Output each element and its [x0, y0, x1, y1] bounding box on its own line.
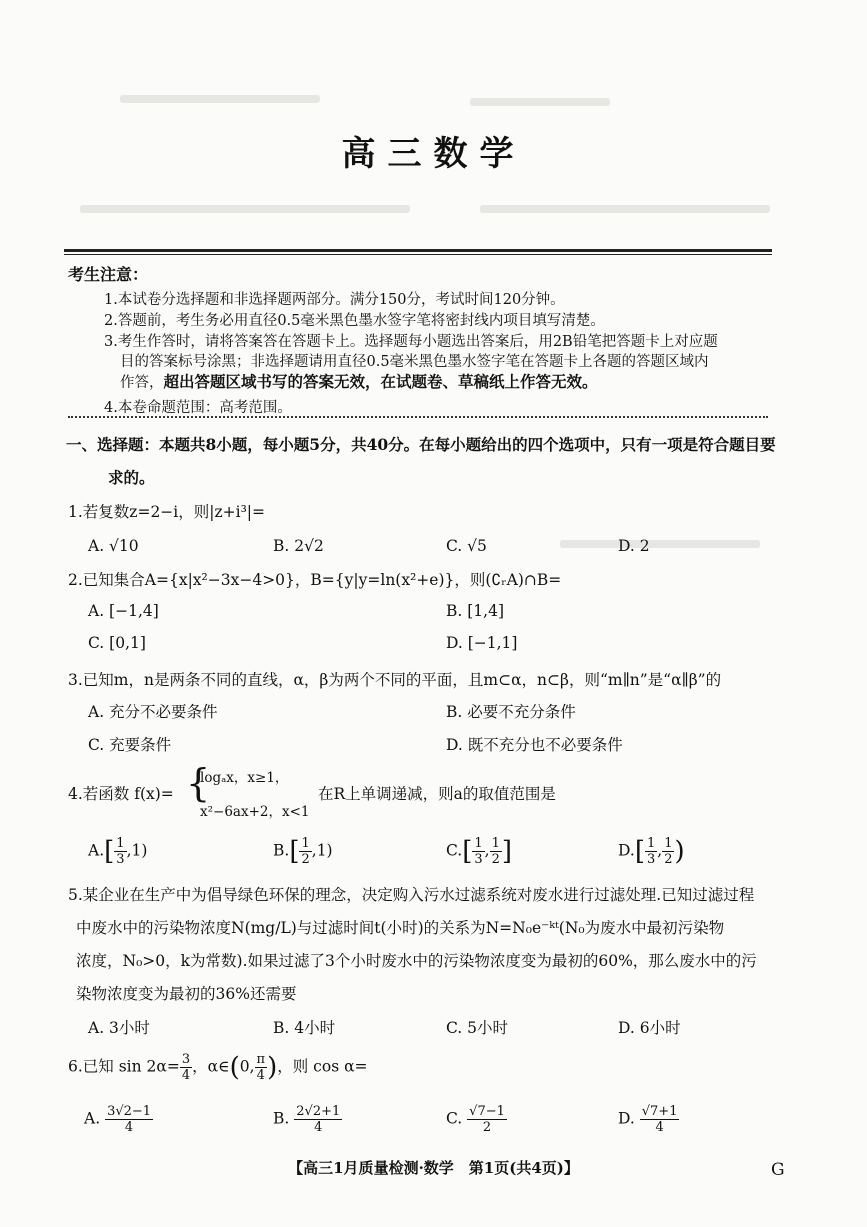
option-d-denominator: 4 — [655, 1120, 664, 1135]
notice-warning: 超出答题区域书写的答案无效，在试题卷、草稿纸上作答无效。 — [163, 373, 598, 391]
question-4-case-1: logₐx，x≥1， — [200, 770, 289, 786]
option-d-numerator: √7+1 — [641, 1104, 678, 1119]
question-6-stem-a: 6.已知 sin 2α= — [68, 1057, 180, 1076]
question-2-option-d: D. [−1,1] — [446, 634, 518, 652]
option-a-numerator: 3√2−1 — [107, 1104, 152, 1119]
question-5-option-b: B. 4小时 — [273, 1019, 336, 1037]
question-4-option-b: B.[ $\frac{1}{2}$ ,1) — [273, 836, 333, 867]
question-4-option-d: D.[ $\frac{1}{3}$ , $\frac{1}{2}$ ) — [618, 836, 685, 867]
option-c-denominator: 2 — [482, 1120, 492, 1135]
question-3-option-a: A. 充分不必要条件 — [88, 703, 218, 721]
question-5-line-4: 染物浓度变为最初的36%还需要 — [76, 985, 297, 1003]
question-3-option-c: C. 充要条件 — [88, 736, 172, 754]
option-d-denominator-2: 2 — [664, 852, 673, 867]
option-d-denominator-1: 3 — [646, 852, 656, 867]
option-b-denominator: 4 — [314, 1120, 323, 1135]
option-d-label: D. — [618, 841, 635, 860]
option-c-numerator-1: 1 — [474, 836, 483, 851]
notice-answer-label: 作答， — [120, 375, 164, 391]
option-c-label: C. — [446, 841, 463, 860]
notice-item-3-end — [120, 370, 598, 392]
option-c-numerator-2: 1 — [491, 836, 500, 851]
question-2-option-b: B. [1,4] — [446, 602, 504, 620]
option-a-tail: ,1) — [126, 841, 148, 860]
notice-item-1: 1.本试卷分选择题和非选择题两部分。满分150分，考试时间120分钟。 — [104, 292, 565, 308]
option-b-numerator: 2√2+1 — [296, 1104, 341, 1119]
notice-item-4: 4.本卷命题范围：高考范围。 — [104, 400, 292, 416]
option-a-label: A. — [84, 1109, 101, 1128]
option-a-numerator: 1 — [116, 836, 125, 851]
dotted-divider — [68, 416, 768, 418]
question-1-stem: 1.若复数z=2−i，则|z+i³|= — [68, 503, 266, 521]
question-5-line-1: 5.某企业在生产中为倡导绿色环保的理念，决定购入污水过滤系统对废水进行过滤处理.已知过滤过程 — [68, 886, 755, 904]
question-6-option-a — [84, 1104, 153, 1135]
header-rule — [64, 249, 772, 252]
question-1-option-d: D. 2 — [618, 537, 650, 555]
question-6-frac2-num: π — [256, 1052, 266, 1067]
option-d-numerator-2: 1 — [664, 836, 673, 851]
question-3-stem: 3.已知m，n是两条不同的直线，α，β为两个不同的平面，且m⊂α，n⊂β，则“m∥n”是“α∥β”的 — [68, 671, 722, 689]
question-1-option-a: A. √10 — [88, 537, 139, 555]
question-5-line-3: 浓度，N₀>0，k为常数).如果过滤了3个小时废水中的污染物浓度变为最初的60%，那么废水中的污 — [76, 952, 757, 970]
question-4-option-c: C.[ $\frac{1}{3}$ , $\frac{1}{2}$ ] — [446, 836, 513, 867]
option-b-label: B. — [273, 841, 290, 860]
corner-mark: G — [771, 1160, 785, 1180]
header-rule-thin — [64, 254, 772, 255]
option-c-denominator-1: 3 — [474, 852, 483, 867]
question-6-stem: 6.已知 sin 2α= $\frac{3}{4}$ ，α∈(0, $\frac{\pi}{4}$ )，则 cos α= — [68, 1052, 368, 1083]
question-5-option-c: C. 5小时 — [446, 1019, 509, 1037]
option-c-denominator-2: 2 — [491, 852, 500, 867]
option-c-label: C. — [446, 1109, 463, 1128]
question-5-option-a: A. 3小时 — [88, 1019, 150, 1037]
option-d-label: D. — [618, 1109, 635, 1128]
question-4-case-2: x²−6ax+2，x<1 — [200, 804, 310, 820]
question-1-option-c: C. √5 — [446, 537, 487, 555]
question-6-stem-d: ，则 cos α= — [277, 1057, 368, 1076]
question-6-frac2-den: 4 — [256, 1068, 265, 1083]
option-b-numerator: 1 — [301, 836, 310, 851]
question-6-option-d — [618, 1104, 679, 1135]
option-d-numerator-1: 1 — [646, 836, 656, 851]
option-c-numerator: √7−1 — [469, 1104, 505, 1119]
option-a-denominator: 3 — [116, 852, 125, 867]
question-6-option-c — [446, 1104, 507, 1135]
question-6-option-b — [273, 1104, 342, 1135]
question-2-option-c: C. [0,1] — [88, 634, 146, 652]
question-3-option-b: B. 必要不充分条件 — [446, 703, 576, 721]
question-4-suffix: 在R上单调递减，则a的取值范围是 — [318, 785, 556, 803]
notice-item-2: 2.答题前，考生务必用直径0.5毫米黑色墨水签字笔将密封线内项目填写清楚。 — [104, 313, 605, 329]
question-6-stem-c: 0, — [239, 1057, 255, 1076]
question-2-stem: 2.已知集合A={x|x²−3x−4>0}，B={y|y=ln(x²+e)}，则(∁ᵣA)∩B= — [68, 571, 562, 589]
option-a-label: A. — [88, 841, 105, 860]
option-a-denominator: 4 — [124, 1120, 134, 1135]
question-4-option-a: A.[ $\frac{1}{3}$ ,1) — [88, 836, 148, 867]
notice-heading: 考生注意： — [68, 265, 149, 284]
notice-item-3-cont: 目的答案标号涂黑；非选择题请用直径0.5毫米黑色墨水签字笔在答题卡上各题的答题区域内 — [120, 354, 709, 370]
question-6-frac1-num: 3 — [181, 1052, 191, 1067]
question-6-frac1-den: 4 — [181, 1068, 191, 1083]
question-5-option-d: D. 6小时 — [618, 1019, 681, 1037]
question-3-option-d: D. 既不充分也不必要条件 — [446, 736, 623, 754]
notice-item-3: 3.考生作答时，请将答案答在答题卡上。选择题每小题选出答案后，用2B铅笔把答题卡上对应题 — [104, 334, 718, 350]
page-footer: 【高三1月质量检测·数学 第1页(共4页)】 — [288, 1159, 579, 1177]
option-b-tail: ,1) — [311, 841, 333, 860]
option-b-label: B. — [273, 1109, 290, 1128]
question-5-line-2: 中废水中的污染物浓度N(mg/L)与过滤时间t(小时)的关系为N=N₀e⁻ᵏᵗ(N₀为废水中最初污染物 — [76, 919, 725, 937]
piecewise-brace: { — [186, 761, 211, 805]
question-4-prefix: 4.若函数 f(x)= — [68, 785, 174, 803]
question-2-option-a: A. [−1,4] — [88, 602, 159, 620]
option-b-denominator: 2 — [301, 852, 310, 867]
page-title: 高三数学 — [341, 134, 526, 174]
question-1-option-b: B. 2√2 — [273, 537, 324, 555]
question-6-stem-b: ，α∈ — [192, 1057, 230, 1076]
section-heading-cont: 求的。 — [108, 468, 155, 487]
section-heading: 一、选择题：本题共8小题，每小题5分，共40分。在每小题给出的四个选项中，只有一项是符合题目要 — [66, 435, 776, 454]
